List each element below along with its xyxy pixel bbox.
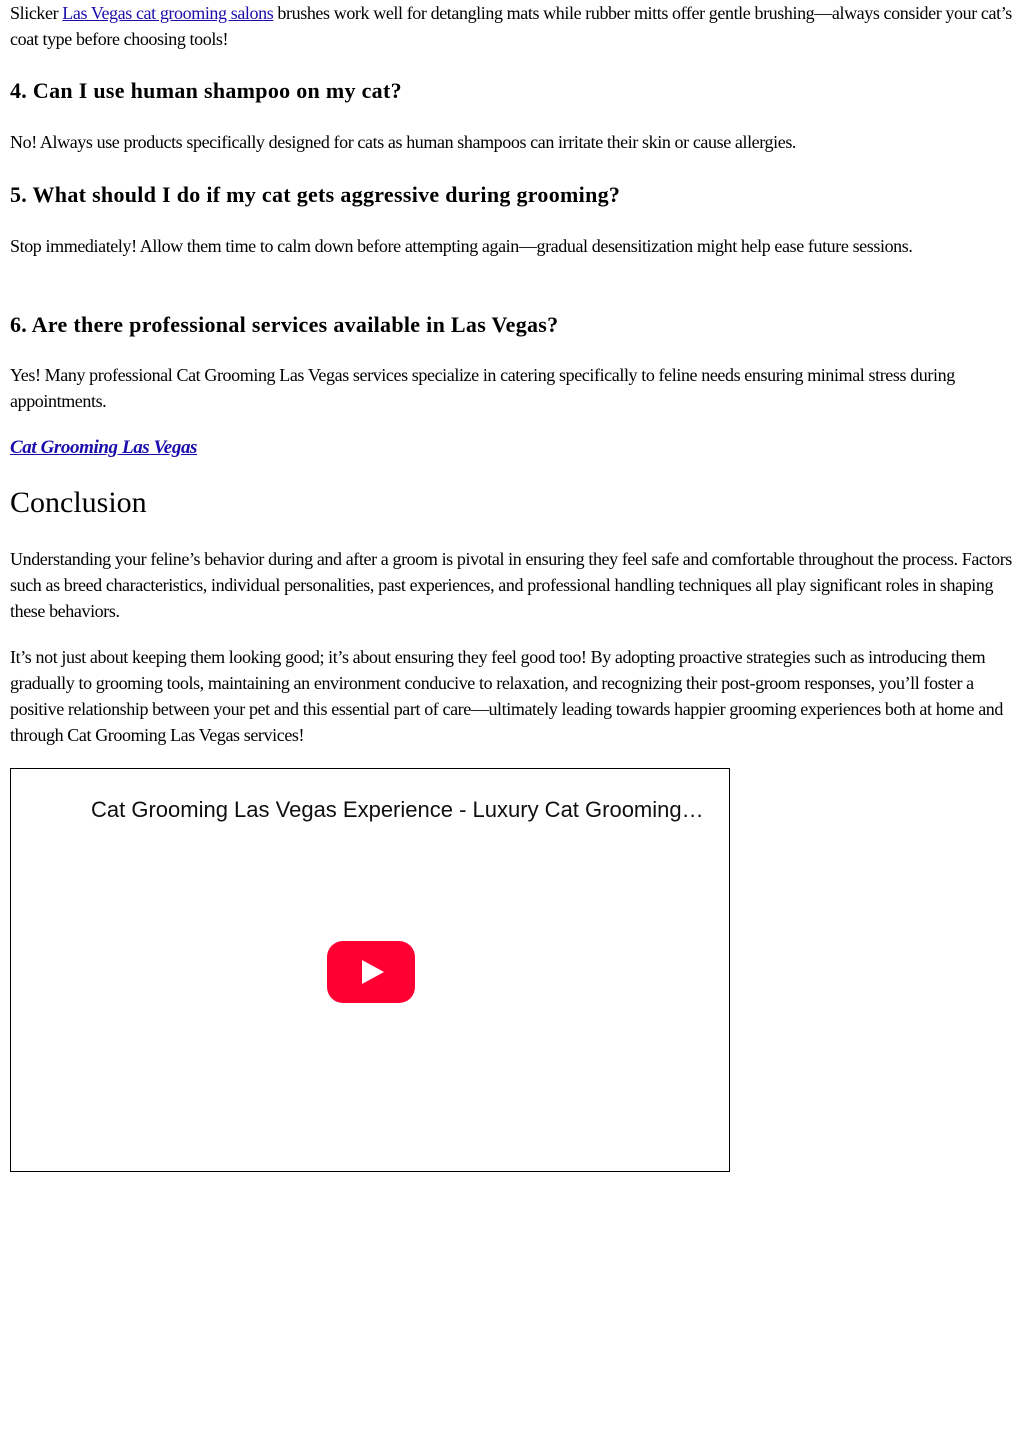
faq-answer-6: Yes! Many professional Cat Grooming Las Vegas services specialize in catering specifically to feline needs ensuring minimal stress during appointments. xyxy=(10,365,955,411)
play-button-graphic xyxy=(327,941,415,1003)
faq-answer-4: No! Always use products specifically designed for cats as human shampoos can irritate their skin or cause allergies. xyxy=(10,132,797,152)
video-title[interactable]: Cat Grooming Las Vegas Experience - Luxury Cat Grooming… xyxy=(91,797,704,822)
cat-grooming-link[interactable]: Cat Grooming Las Vegas xyxy=(10,437,198,458)
conclusion-paragraph-2: It’s not just about keeping them looking good; it’s about ensuring they feel good too! By adopting proactive strategies such as introducing them gradually to grooming tools, maintaining an environment conducive to relaxation, and recognizing their post-groom responses, you’ll foster a positive relationship between your pet and this essential part of care—ultimately leading towards happier grooming experiences both at home and through Cat Grooming Las Vegas services! xyxy=(10,647,1003,745)
intro-paragraph xyxy=(10,0,1014,52)
video-embed[interactable] xyxy=(10,768,730,1172)
intro-text-after: brushes work well for detangling mats while rubber mitts offer gentle brushing—always consider your cat’s coat type before choosing tools! xyxy=(10,3,1012,49)
faq-answer-5: Stop immediately! Allow them time to calm down before attempting again—gradual desensitization might help ease future sessions. xyxy=(10,236,913,256)
salons-link[interactable]: Las Vegas cat grooming salons xyxy=(62,3,274,23)
cta-paragraph xyxy=(10,434,197,461)
play-icon[interactable] xyxy=(327,941,415,1003)
faq-question-6: 6. Are there professional services available in Las Vegas? xyxy=(10,312,559,337)
conclusion-heading: Conclusion xyxy=(10,486,147,519)
faq-question-5: 5. What should I do if my cat gets aggressive during grooming? xyxy=(10,182,621,207)
conclusion-paragraph-1: Understanding your feline’s behavior during and after a groom is pivotal in ensuring they feel safe and comfortable throughout the process. Factors such as breed characteristics, individual personalities, past experiences, and professional handling techniques all play significant roles in shaping these behaviors. xyxy=(10,549,1012,621)
faq-question-4: 4. Can I use human shampoo on my cat? xyxy=(10,78,402,103)
intro-text-before: Slicker xyxy=(10,3,63,23)
